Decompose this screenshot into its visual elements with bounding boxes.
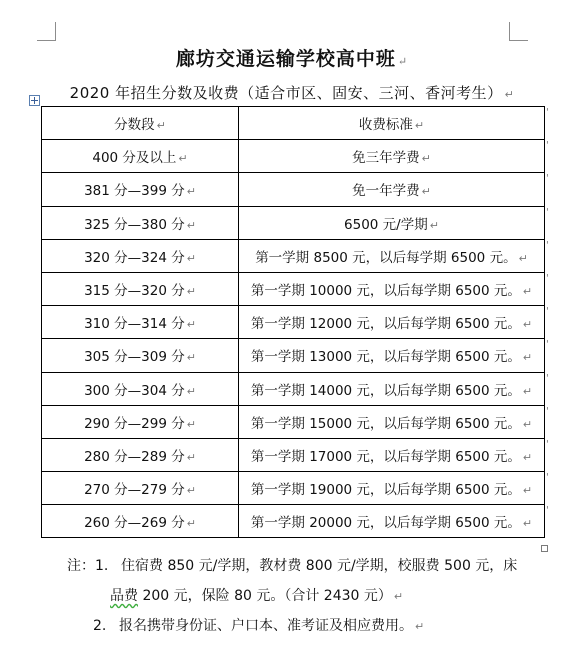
cell-mark: ↵ (522, 450, 533, 464)
note-item-2[interactable] (67, 616, 517, 646)
cell-score-range[interactable]: 310 分—314 分 ↵ (42, 306, 239, 339)
cell-mark: ↵ (414, 119, 425, 133)
cell-fee-standard[interactable]: 6500 元/学期 ↵ (239, 206, 545, 239)
cell-mark: ↵ (186, 251, 196, 265)
cell-fee-standard[interactable]: 免三年学费 ↵ (239, 140, 545, 173)
cell-mark: ↵ (186, 318, 196, 332)
cell-mark: ↵ (186, 185, 196, 199)
table-move-handle-icon[interactable] (29, 95, 40, 106)
cell-fee-standard[interactable]: 第一学期 13000 元，以后每学期 6500 元。 ↵ (239, 339, 545, 372)
page-corner-mark-top-right (509, 22, 528, 41)
note-1-text-continued: 200 元，保险 80 元。（合计 2430 元） (138, 588, 392, 604)
cell-mark: ↵ (186, 218, 196, 232)
table-row (42, 339, 545, 372)
table-row (42, 272, 545, 305)
cell-mark: ↵ (186, 285, 196, 299)
cell-mark: ↵ (186, 484, 196, 498)
cell-mark: ↵ (518, 251, 528, 265)
note-2-text: 报名携带身份证、户口本、准考证及相应费用。 (119, 618, 413, 634)
cell-score-range[interactable]: 381 分—399 分 ↵ (42, 173, 239, 206)
cell-fee-standard[interactable]: 第一学期 17000 元，以后每学期 6500 元。 ↵ (239, 438, 545, 471)
row-end-mark: ' (546, 405, 549, 417)
cell-score-range[interactable]: 290 分—299 分 ↵ (42, 405, 239, 438)
note-2-number: 2. (93, 618, 107, 634)
cell-fee-standard[interactable]: 第一学期 20000 元，以后每学期 6500 元。 ↵ (239, 505, 545, 538)
cell-mark: ↵ (186, 450, 196, 464)
note-item-1-line-1[interactable] (67, 556, 517, 586)
row-end-mark: ' (546, 306, 549, 318)
row-end-mark: ' (546, 173, 549, 185)
table-row (42, 173, 545, 206)
cell-mark: ↵ (421, 152, 431, 166)
cell-mark: ↵ (186, 384, 196, 398)
row-end-mark: ' (546, 107, 549, 118)
cell-score-range[interactable]: 320 分—324 分 ↵ (42, 239, 239, 272)
cell-score-range[interactable]: 270 分—279 分 ↵ (42, 472, 239, 505)
cell-score-range[interactable]: 280 分—289 分 ↵ (42, 438, 239, 471)
cell-fee-standard[interactable]: 免一年学费 ↵ (239, 173, 545, 206)
table-row (42, 372, 545, 405)
table-row (42, 206, 545, 239)
table-resize-handle[interactable] (541, 545, 548, 552)
cell-mark: ↵ (522, 285, 533, 299)
table-row (42, 306, 545, 339)
row-end-mark: ' (546, 505, 549, 517)
cell-fee-standard[interactable]: 第一学期 10000 元，以后每学期 6500 元。 ↵ (239, 272, 545, 305)
row-end-mark: ' (546, 239, 549, 251)
document-title-text: 廊坊交通运输学校高中班 (175, 48, 396, 70)
cell-score-range[interactable]: 325 分—380 分 ↵ (42, 206, 239, 239)
cell-mark: ↵ (522, 484, 533, 498)
row-end-mark: ' (546, 206, 549, 218)
row-end-mark: ' (546, 140, 549, 152)
cell-score-range[interactable]: 315 分—320 分 ↵ (42, 272, 239, 305)
cell-fee-standard[interactable]: 第一学期 8500 元，以后每学期 6500 元。 ↵ (239, 239, 545, 272)
paragraph-mark: ↵ (397, 55, 409, 68)
note-1-number: 1. (95, 558, 109, 574)
cell-mark: ↵ (156, 119, 166, 133)
cell-fee-standard[interactable]: 第一学期 12000 元，以后每学期 6500 元。 ↵ (239, 306, 545, 339)
table-row (42, 472, 545, 505)
document-title[interactable] (0, 44, 584, 71)
cell-score-range[interactable]: 260 分—269 分 ↵ (42, 505, 239, 538)
cell-fee-standard[interactable]: 第一学期 15000 元，以后每学期 6500 元。 ↵ (239, 405, 545, 438)
cell-mark: ↵ (186, 517, 196, 531)
note-1-text: 住宿费 850 元/学期，教材费 800 元/学期，校服费 500 元，床 (121, 558, 518, 574)
cell-score-range[interactable]: 400 分及以上 ↵ (42, 140, 239, 173)
table-row (42, 405, 545, 438)
cell-score-range[interactable]: 305 分—309 分 ↵ (42, 339, 239, 372)
row-end-mark: ' (546, 372, 549, 384)
spellcheck-underlined-text: 品费 (110, 588, 138, 604)
cell-mark: ↵ (522, 417, 533, 431)
notes-label: 注： (67, 558, 95, 574)
paragraph-mark: ↵ (415, 620, 425, 633)
table-row (42, 438, 545, 471)
header-fee-standard[interactable]: 收费标准 ↵ (239, 107, 545, 140)
table-header-row (42, 107, 545, 140)
cell-mark: ↵ (522, 384, 533, 398)
page-corner-mark-top-left (37, 22, 56, 41)
cell-fee-standard[interactable]: 第一学期 19000 元，以后每学期 6500 元。 ↵ (239, 472, 545, 505)
cell-mark: ↵ (522, 517, 533, 531)
cell-mark: ↵ (522, 318, 533, 332)
row-end-mark: ' (546, 438, 549, 450)
cell-mark: ↵ (421, 185, 431, 199)
cell-mark: ↵ (522, 351, 533, 365)
header-score-range[interactable]: 分数段 ↵ (42, 107, 239, 140)
cell-mark: ↵ (178, 152, 188, 166)
fee-table[interactable] (41, 106, 545, 538)
cell-mark: ↵ (429, 218, 439, 232)
row-end-mark: ' (546, 272, 549, 284)
note-item-1-line-2[interactable] (67, 586, 517, 616)
paragraph-mark: ↵ (393, 590, 404, 603)
cell-mark: ↵ (186, 417, 196, 431)
paragraph-mark: ↵ (504, 88, 515, 101)
cell-fee-standard[interactable]: 第一学期 14000 元，以后每学期 6500 元。 ↵ (239, 372, 545, 405)
table-row (42, 140, 545, 173)
table-row (42, 505, 545, 538)
notes-section (67, 556, 517, 646)
row-end-mark: ' (546, 472, 549, 484)
document-subtitle-text: 2020 年招生分数及收费（适合市区、固安、三河、香河考生） (69, 84, 503, 102)
row-end-mark: ' (546, 339, 549, 351)
cell-score-range[interactable]: 300 分—304 分 ↵ (42, 372, 239, 405)
document-subtitle[interactable] (0, 82, 584, 103)
cell-mark: ↵ (186, 351, 196, 365)
row-end-marks (546, 106, 556, 537)
table-row (42, 239, 545, 272)
